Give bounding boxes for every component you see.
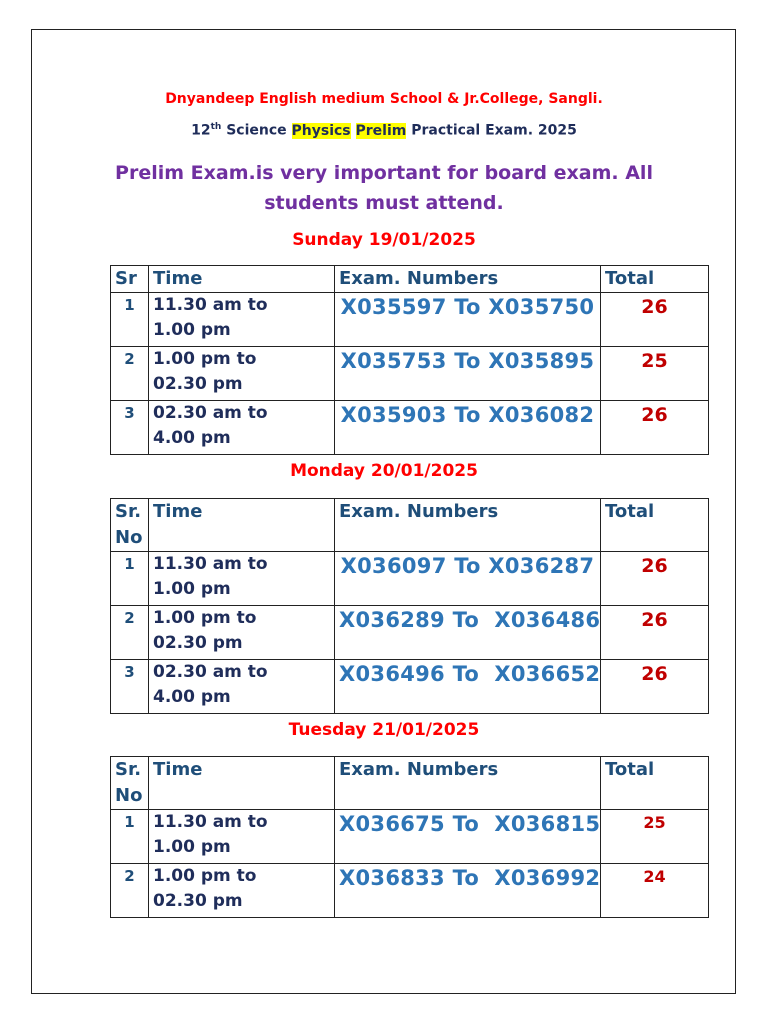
- row-total: 24: [601, 864, 709, 918]
- header-exam-numbers: Exam. Numbers: [335, 757, 601, 810]
- header-sr: Sr. No: [111, 757, 149, 810]
- row-exam-numbers: X035903 To X036082: [335, 401, 601, 455]
- row-time: 11.30 am to 1.00 pm: [149, 810, 335, 864]
- table-row: [111, 401, 709, 455]
- exam-class-suffix: th: [210, 122, 222, 132]
- exam-type: Prelim: [355, 122, 407, 139]
- row-sr: 2: [111, 864, 149, 918]
- row-total: 26: [601, 552, 709, 606]
- row-total: 26: [601, 606, 709, 660]
- table-row: [111, 293, 709, 347]
- row-time: 1.00 pm to 02.30 pm: [149, 864, 335, 918]
- row-total: 25: [601, 347, 709, 401]
- row-exam-numbers: X036675 To X036815: [335, 810, 601, 864]
- header-time: Time: [149, 266, 335, 293]
- header-time: Time: [149, 757, 335, 810]
- row-exam-numbers: X036833 To X036992: [335, 864, 601, 918]
- row-time: 11.30 am to 1.00 pm: [149, 552, 335, 606]
- day-heading: Sunday 19/01/2025: [292, 230, 476, 250]
- exam-name: Practical Exam. 2025: [406, 122, 577, 139]
- row-exam-numbers: X036496 To X036652: [335, 660, 601, 714]
- header-exam-numbers: Exam. Numbers: [335, 266, 601, 293]
- exam-title: [0, 122, 768, 139]
- row-exam-numbers: X035597 To X035750: [335, 293, 601, 347]
- row-total: 26: [601, 293, 709, 347]
- row-exam-numbers: X036097 To X036287: [335, 552, 601, 606]
- row-time: 1.00 pm to 02.30 pm: [149, 606, 335, 660]
- table-row: [111, 660, 709, 714]
- row-sr: 1: [111, 810, 149, 864]
- table-row: [111, 606, 709, 660]
- notice-text: Prelim Exam.is very important for board exam. All students must attend.: [115, 162, 653, 214]
- row-sr: 1: [111, 293, 149, 347]
- table-row: [111, 864, 709, 918]
- table-row: [111, 810, 709, 864]
- row-exam-numbers: X035753 To X035895: [335, 347, 601, 401]
- row-sr: 3: [111, 660, 149, 714]
- row-total: 26: [601, 660, 709, 714]
- table-header-row: [111, 499, 709, 552]
- row-time: 1.00 pm to 02.30 pm: [149, 347, 335, 401]
- exam-class: 12: [191, 122, 211, 139]
- schedule-table: [110, 265, 709, 455]
- row-total: 26: [601, 401, 709, 455]
- row-exam-numbers: X036289 To X036486: [335, 606, 601, 660]
- table-header-row: [111, 757, 709, 810]
- header-time: Time: [149, 499, 335, 552]
- header-total: Total: [601, 499, 709, 552]
- table-row: [111, 552, 709, 606]
- row-total: 25: [601, 810, 709, 864]
- row-sr: 1: [111, 552, 149, 606]
- row-time: 02.30 am to 4.00 pm: [149, 660, 335, 714]
- header-total: Total: [601, 757, 709, 810]
- exam-subject: Physics: [291, 122, 351, 139]
- day-heading: Monday 20/01/2025: [290, 461, 478, 481]
- header-exam-numbers: Exam. Numbers: [335, 499, 601, 552]
- row-sr: 3: [111, 401, 149, 455]
- schedule-table: [110, 498, 709, 714]
- day-heading: Tuesday 21/01/2025: [288, 720, 480, 740]
- row-time: 02.30 am to 4.00 pm: [149, 401, 335, 455]
- table-row: [111, 347, 709, 401]
- row-sr: 2: [111, 606, 149, 660]
- row-time: 11.30 am to 1.00 pm: [149, 293, 335, 347]
- header-sr: Sr: [111, 266, 149, 293]
- schedule-table: [110, 756, 709, 918]
- table-header-row: [111, 266, 709, 293]
- header-sr: Sr. No: [111, 499, 149, 552]
- exam-stream: Science: [221, 122, 292, 139]
- header-total: Total: [601, 266, 709, 293]
- row-sr: 2: [111, 347, 149, 401]
- school-name: Dnyandeep English medium School & Jr.College, Sangli.: [165, 91, 603, 107]
